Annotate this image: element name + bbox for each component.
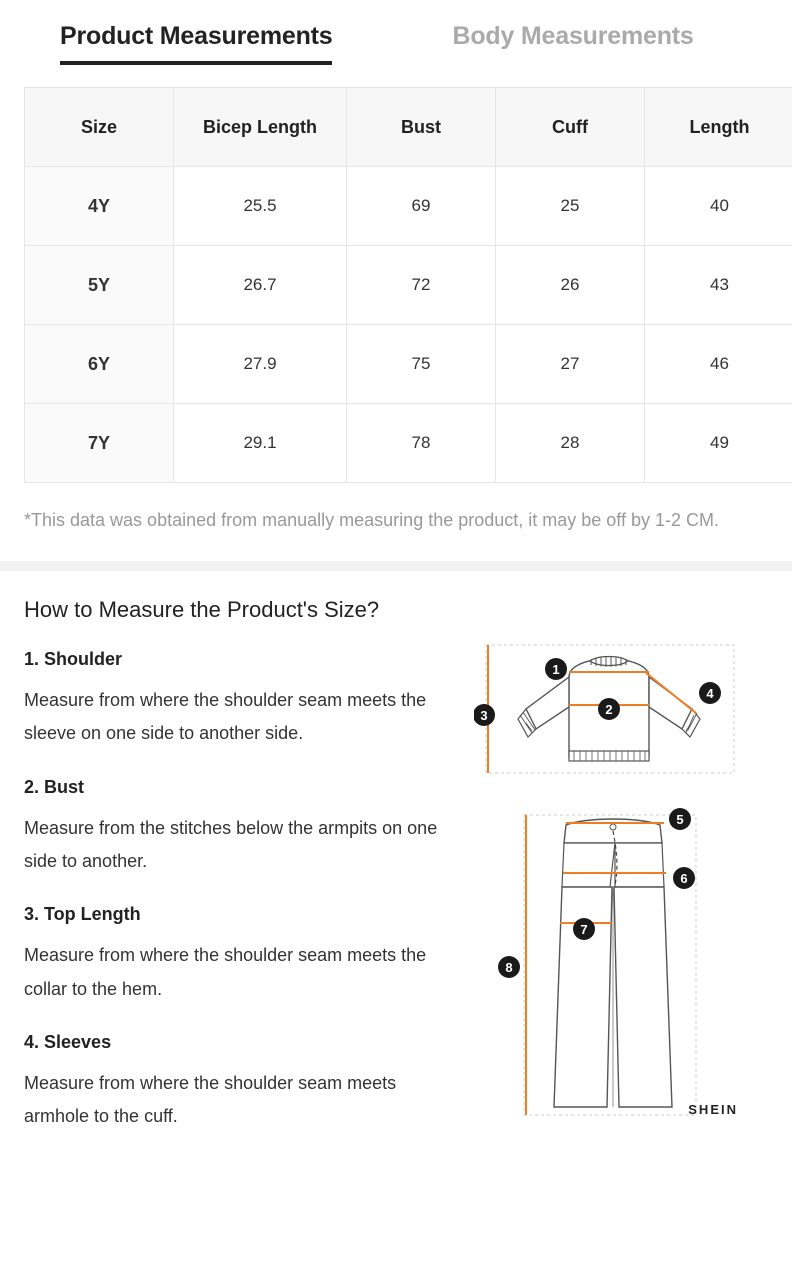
cell-bicep-length: 26.7 (174, 246, 347, 325)
table-row (25, 325, 792, 404)
svg-text:5: 5 (676, 812, 684, 828)
cell-bicep-length: 25.5 (174, 167, 347, 246)
cell-size: 4Y (25, 167, 174, 246)
cell-bicep-length: 27.9 (174, 325, 347, 404)
cell-bicep-length: 29.1 (174, 404, 347, 483)
table-row (25, 404, 792, 483)
svg-text:4: 4 (706, 686, 714, 702)
measurement-tabs (60, 0, 792, 65)
how-to-measure-title: How to Measure the Product's Size? (24, 597, 380, 623)
diagram-badge-6 (673, 867, 695, 889)
diagram-badge-8 (498, 956, 520, 978)
pants-illustration (524, 815, 696, 1115)
cell-cuff: 25 (496, 167, 645, 246)
step-body: Measure from where the shoulder seam meets armhole to the cuff. (24, 1072, 397, 1127)
step-body: Measure from the stitches below the armpits on one side to another. (24, 817, 438, 872)
cell-bust: 69 (347, 167, 496, 246)
measure-step (24, 777, 454, 879)
cell-bust: 75 (347, 325, 496, 404)
column-header-size: Size (25, 88, 174, 167)
cell-length: 40 (645, 167, 792, 246)
tab-product-measurements-label: Product Measurements (60, 22, 333, 50)
step-title: 1. Shoulder (24, 649, 123, 670)
step-title: 4. Sleeves (24, 1031, 112, 1052)
table-row (25, 246, 792, 325)
cell-cuff: 28 (496, 404, 645, 483)
size-table (24, 87, 792, 483)
diagram-badge-4 (699, 682, 721, 704)
cell-size: 7Y (25, 404, 174, 483)
cell-bust: 72 (347, 246, 496, 325)
cell-bust: 78 (347, 404, 496, 483)
svg-text:7: 7 (580, 922, 588, 938)
diagram-badge-2 (598, 698, 620, 720)
size-table-wrapper (24, 87, 768, 483)
shein-watermark: SHEIN (688, 1102, 738, 1118)
cell-size: 5Y (25, 246, 174, 325)
measure-step (24, 1032, 454, 1134)
measurement-diagram (474, 637, 774, 1137)
measure-steps-list (24, 649, 454, 1133)
step-title: 2. Bust (24, 776, 85, 797)
cell-cuff: 27 (496, 325, 645, 404)
tab-body-measurements-label: Body Measurements (452, 22, 694, 50)
cell-cuff: 26 (496, 246, 645, 325)
cell-length: 49 (645, 404, 792, 483)
cell-size: 6Y (25, 325, 174, 404)
svg-text:2: 2 (605, 702, 613, 718)
svg-text:8: 8 (505, 960, 513, 976)
tab-product-measurements[interactable] (60, 22, 332, 65)
step-body: Measure from where the shoulder seam meets the sleeve on one side to another side. (24, 690, 427, 744)
cell-length: 43 (645, 246, 792, 325)
column-header-bicep-length: Bicep Length (174, 88, 347, 167)
how-to-measure-section (0, 571, 792, 1133)
svg-text:6: 6 (680, 871, 688, 887)
column-header-bust: Bust (347, 88, 496, 167)
diagram-badge-1 (545, 658, 567, 680)
tab-body-measurements[interactable] (452, 22, 693, 61)
column-header-length: Length (645, 88, 792, 167)
diagram-badge-3 (474, 704, 495, 726)
step-body: Measure from where the shoulder seam meets the collar to the hem. (24, 945, 427, 999)
svg-text:3: 3 (480, 708, 488, 724)
diagram-badge-7 (573, 918, 595, 940)
step-title: 3. Top Length (24, 904, 141, 925)
column-header-cuff: Cuff (496, 88, 645, 167)
svg-text:1: 1 (552, 662, 560, 678)
measure-step (24, 649, 454, 751)
measurement-disclaimer: *This data was obtained from manually measuring the product, it may be off by 1-2 CM. (24, 510, 720, 530)
diagram-badge-5 (669, 808, 691, 830)
measure-step (24, 904, 454, 1006)
section-divider (0, 561, 792, 571)
table-row (25, 167, 792, 246)
table-header-row (25, 88, 792, 167)
cell-length: 46 (645, 325, 792, 404)
